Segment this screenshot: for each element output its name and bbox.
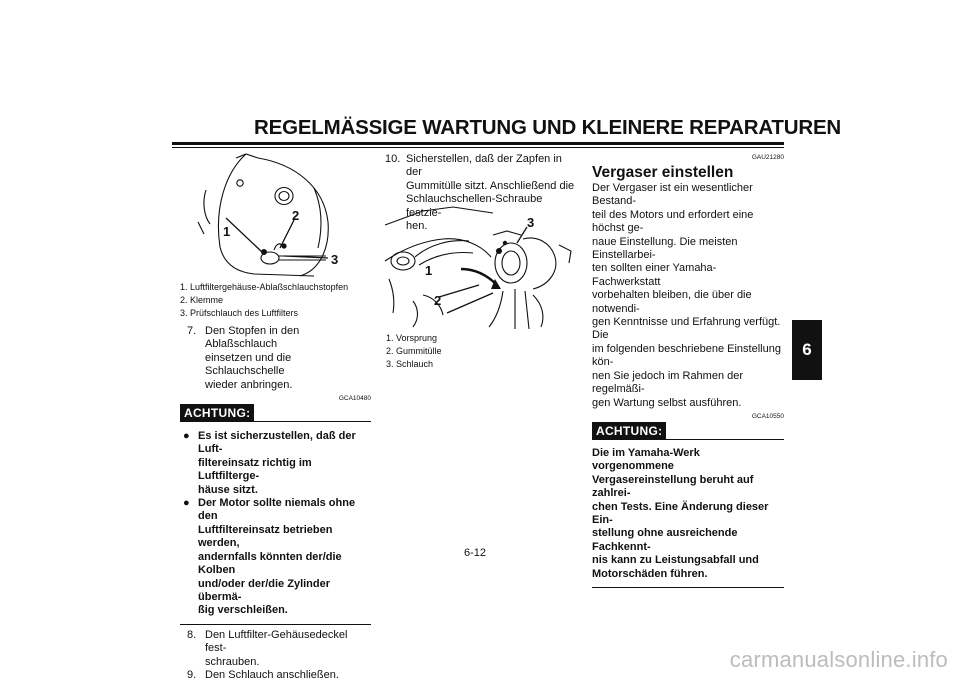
air-filter-drain-illustration [196,152,356,282]
bullet-icon: ● [183,430,190,443]
reference-code: GCA10550 [751,412,784,420]
warning-header [592,422,784,442]
header-rule-thin [172,147,784,148]
callout-1: 1 [425,263,433,278]
figure-caption-left [180,281,370,321]
warning-rule [250,421,371,422]
step-8: 8. Den Luftfilter-Gehäusedeckel fest- schrauben. [187,628,348,668]
warning-end-rule [592,587,784,588]
warning-text: Die im Yamaha-Werk vorgenommene Vergasereinstellung beruht auf zahlrei- chen Tests. Eine Änderung dieser Ein- stellung ohne ausreichende Fachkennt- nis kann zu Leistungsabfall und Motorschäden führen. [592,446,769,580]
body-paragraph: Der Vergaser ist ein wesentlicher Bestand- teil des Motors und erfordert eine höchst ge- naue Einstellung. Die meisten Einstellarbei- ten sollten einer Yamaha-Fachwerkstatt vorbehalten bleiben, die über die notwendi- gen Kenntnisse und Erfahrung verfügt. Die im folgenden beschriebene Einstellung kön- nen Sie jedoch im Rahmen der regelmäßi- gen Wartung selbst ausführen. [592,182,781,409]
section-heading: Vergaser einstellen [592,164,734,181]
callout-2: 2 [434,293,442,308]
caption-item: 1. Luftfiltergehäuse-Ablaßschlauchstopfen [180,282,349,292]
right-column [592,153,784,588]
warning-label: ACHTUNG: [592,422,666,440]
reference-code: GCA10480 [338,395,371,403]
step-9: 9. Den Schlauch anschließen. [187,668,339,681]
caption-item: 1. Vorsprung [386,333,438,343]
caption-item: 2. Gummitülle [386,346,442,357]
chapter-tab-number: 6 [802,340,812,359]
step-10: 10. Sicherstellen, daß der Zapfen in der Gummitülle sitzt. Anschließend die Schlauchschellen-Schraube festzie- hen. [385,153,575,233]
figure-caption-middle [386,332,576,372]
warning-bullet: ● Es ist sicherzustellen, daß der Luft- filtereinsatz richtig im Luftfilterge- häuse sitzt. [183,430,356,496]
page-number: 6-12 [463,547,487,559]
caption-item: 2. Klemme [180,295,224,306]
callout-3: 3 [527,215,535,230]
caption-item: 3. Prüfschlauch des Luftfilters [180,308,299,319]
warning-bullet: ● Der Motor sollte niemals ohne den Luftfiltereinsatz betrieben werden, andernfalls könnten der/die Kolben und/oder der/die Zylinder übermä- ßig verschleißen. [183,497,356,617]
bullet-icon: ● [183,497,190,510]
warning-rule [662,439,784,440]
caption-item: 3. Schlauch [386,359,434,370]
callout-3: 3 [331,252,339,267]
step-7: 7. Den Stopfen in den Ablaßschlauch einsetzen und die Schlauchschelle wieder anbringen. [187,325,300,391]
reference-code: GAU21280 [751,154,784,161]
warning-header [180,404,371,424]
warning-label: ACHTUNG: [180,404,254,422]
watermark: carmanualsonline.info [729,647,948,672]
carburetor-hose-illustration [383,205,573,330]
left-column [180,325,371,682]
page-title: REGELMÄSSIGE WARTUNG UND KLEINERE REPARATUREN [254,116,842,139]
chapter-tab[interactable] [792,320,822,380]
callout-2: 2 [292,208,300,223]
callout-1: 1 [223,224,231,239]
header-rule-thick [172,142,784,145]
